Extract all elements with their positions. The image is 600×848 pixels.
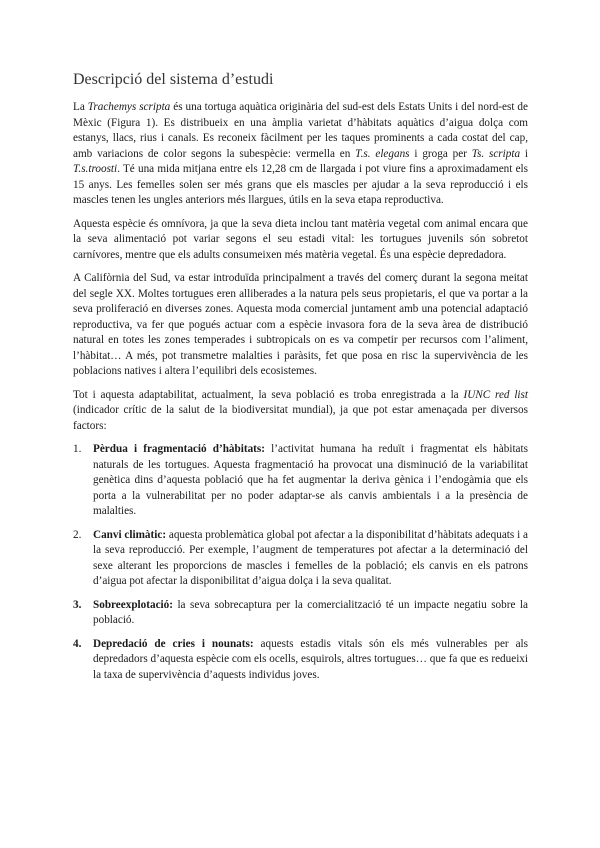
paragraph-description: La Trachemys scripta és una tortuga aquàtica originària del sud-est dels Estats Units i del nord-est de Mèxic (Figura 1). Es distribueix en una àmplia varietat d’hàbitats aquàtics d’aigua dolça com estanys, llacs, rius i canals. Es reconeix fàcilment per les taques prominents a cada costat del cap, amb variacions de color segons la subespècie: vermella en T.s. elegans i groga per Ts. scripta i T.s.troosti. Té una mida mitjana entre els 12,28 cm de llargada i pot viure fins a aproximadament els 15 anys. Les femelles solen ser més grans que els mascles per ajudar a la seva reproducció i els mascles tenen les ungles anteriors més llargues, útils en la seva etapa reproductiva.: [73, 101, 528, 206]
document-page: [73, 70, 528, 691]
list-item: 4. Depredació de cries i nounats: aquests estadis vitals són els més vulnerables per als depredadors d’aquesta espècie com els ocells, esquirols, altres tortugues… que fa que es redueixi la taxa de supervivència d’aquests individus joves.: [73, 637, 529, 681]
list-item: 1. Pèrdua i fragmentació d’hàbitats: l’activitat humana ha reduït i fragmentat els hàbitats naturals de les tortugues. Aquesta fragmentació ha provocat una disminució de la variabilitat genètica dins d’aquesta població que ha fet augmentar la deriva gènica i l’endogàmia que els porta a la vulnerabilitat per no poder adaptar-se als canvis ambientals i a la presència de malalties.: [73, 443, 528, 517]
list-item-heading: Depredació de cries i nounats:: [93, 637, 254, 650]
species-name: Trachemys scripta: [87, 101, 171, 113]
list-number: 1.: [73, 443, 82, 455]
paragraph-diet: Aquesta espècie és omnívora, ja que la seva dieta inclou tant matèria vegetal com animal encara que la seva alimentació pot variar segons el seu estadi vital: les tortugues juvenils són sobretot carnívores, mentre que els adults consumeixen més matèria vegetal. És una espècie depredadora.: [73, 217, 528, 261]
list-number: 4.: [73, 637, 82, 650]
list-item-heading: Canvi climàtic:: [93, 528, 167, 541]
subspecies-elegans: T.s. elegans: [355, 147, 410, 160]
list-number: 2.: [73, 528, 82, 541]
threats-list: [73, 442, 528, 683]
paragraph-conservation: Tot i aquesta adaptabilitat, actualment, la seva població es troba enregistrada a la IUNC red list (indicador crític de la salut de la biodiversitat mundial), ja que pot estar amenaçada per diversos factors:: [73, 388, 529, 432]
list-item: 3. Sobreexplotació: la seva sobrecaptura per la comercialització té un impacte negatiu sobre la població.: [73, 598, 528, 626]
paragraph-introduction: A Califòrnia del Sud, va estar introduïda principalment a través del comerç durant la segona meitat del segle XX. Moltes tortugues eren alliberades a la natura pels seus propietaris, el que va portar a la seva proliferació en diverses zones. Aquesta moda comercial juntament amb una potencial adaptació reproductiva, va fer que pogués actuar com a espècie invasora fora de la seva àrea de distribució natural en totes les zones temperades i subtropicals on es va competir per recursos com l’aliment, l’hàbitat… A més, pot transmetre malalties i paràsits, fet que posa en risc la supervivència de les poblacions natives i altera l’equilibri dels ecosistemes.: [73, 272, 528, 377]
list-item-heading: Sobreexplotació:: [93, 598, 173, 611]
subspecies-troosti: T.s.troosti: [73, 163, 118, 175]
list-item-heading: Pèrdua i fragmentació d’hàbitats:: [93, 443, 265, 455]
list-item: 2. Canvi climàtic: aquesta problemàtica global pot afectar a la disponibilitat d’hàbitats adequats i a la seva reproducció. Per exemple, l’augment de temperatures pot afectar a la determinació del sexe alterant les proporcions de mascles i femelles de la població; els canvis en els patrons d’aigua pot afectar la disponibilitat d’aigua dolça i la seva qualitat.: [73, 528, 528, 587]
list-number: 3.: [73, 598, 82, 611]
iunc-red-list: IUNC red list: [463, 388, 529, 401]
section-title: Descripció del sistema d’estudi: [73, 71, 274, 88]
subspecies-scripta: Ts. scripta: [471, 147, 521, 160]
